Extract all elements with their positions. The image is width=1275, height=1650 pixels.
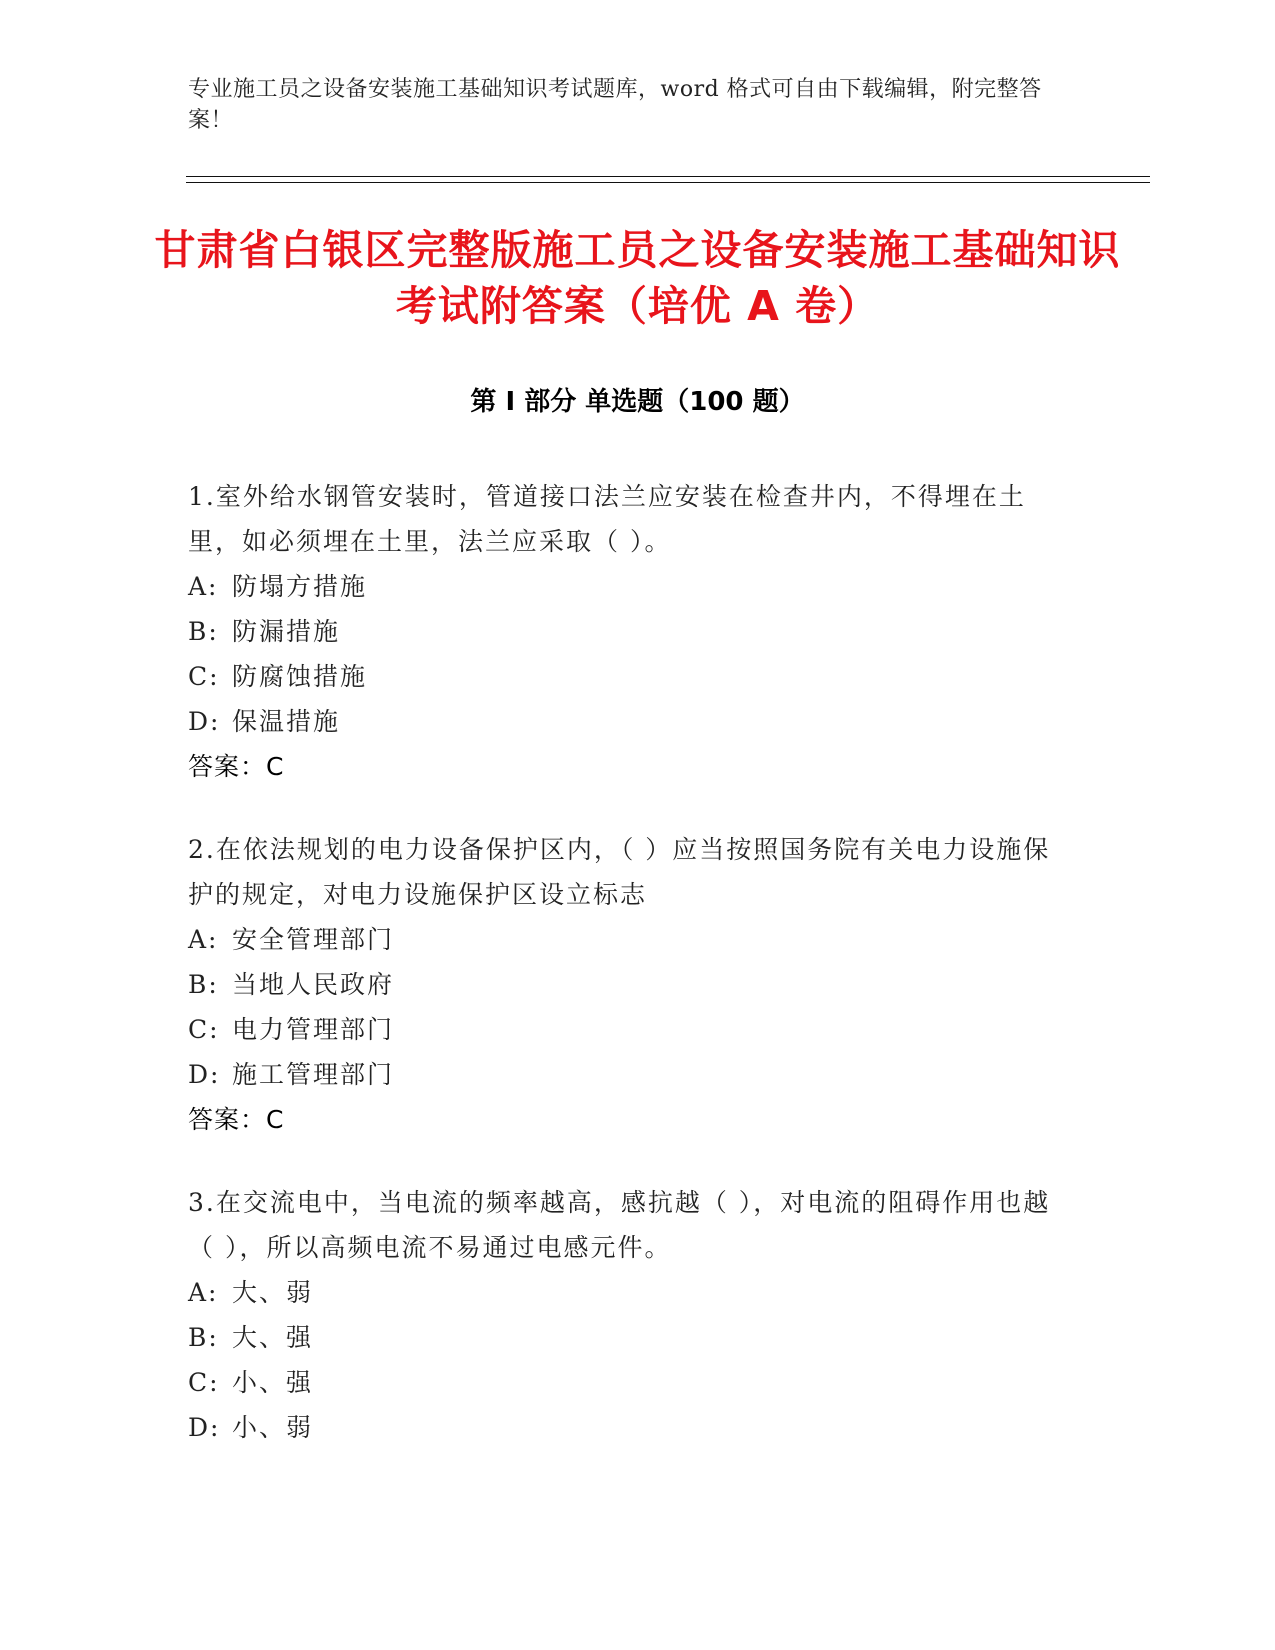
question-1-option-b xyxy=(188,609,1068,654)
option-text: 施工管理部门 xyxy=(232,1060,395,1089)
option-text: 大、强 xyxy=(232,1323,314,1352)
option-letter: B: xyxy=(188,1323,219,1352)
question-2-option-c xyxy=(188,1007,1068,1052)
question-3-option-b xyxy=(188,1315,1068,1360)
option-letter: B: xyxy=(188,617,219,646)
question-3-option-c xyxy=(188,1360,1068,1405)
option-text: 保温措施 xyxy=(232,707,341,736)
question-3 xyxy=(188,1180,1068,1450)
option-letter: A: xyxy=(188,925,219,954)
question-1-option-d xyxy=(188,699,1068,744)
option-letter: D: xyxy=(188,1060,221,1089)
option-text: 安全管理部门 xyxy=(232,925,395,954)
question-1 xyxy=(188,474,1068,789)
option-text: 当地人民政府 xyxy=(232,970,395,999)
option-text: 防腐蚀措施 xyxy=(232,662,368,691)
question-1-text: 1.室外给水钢管安装时，管道接口法兰应安装在检查井内，不得埋在土里，如必须埋在土里，法兰应采取（ ）。 xyxy=(188,482,1026,556)
question-2-text: 2.在依法规划的电力设备保护区内，（ ）应当按照国务院有关电力设施保护的规定，对电力设施保护区设立标志 xyxy=(188,835,1051,909)
option-text: 大、弱 xyxy=(232,1278,314,1307)
question-2-answer: 答案：C xyxy=(188,1105,285,1134)
option-letter: C: xyxy=(188,1368,220,1397)
header-note: 专业施工员之设备安装施工基础知识考试题库，word 格式可自由下载编辑，附完整答案！ xyxy=(188,77,1042,133)
option-text: 小、强 xyxy=(232,1368,314,1397)
question-2 xyxy=(188,827,1068,1142)
option-letter: A: xyxy=(188,572,219,601)
option-letter: D: xyxy=(188,707,221,736)
option-letter: C: xyxy=(188,662,220,691)
header-rule-top xyxy=(186,176,1150,177)
option-letter: A: xyxy=(188,1278,219,1307)
question-list xyxy=(188,474,1068,1488)
option-letter: D: xyxy=(188,1413,221,1442)
question-2-option-a xyxy=(188,917,1068,962)
document-title: 甘肃省白银区完整版施工员之设备安装施工基础知识考试附答案（培优 A 卷） xyxy=(154,226,1121,330)
question-1-option-a xyxy=(188,564,1068,609)
question-3-option-a xyxy=(188,1270,1068,1315)
question-2-option-d xyxy=(188,1052,1068,1097)
question-2-option-b xyxy=(188,962,1068,1007)
question-3-option-d xyxy=(188,1405,1068,1450)
option-text: 防漏措施 xyxy=(232,617,341,646)
question-1-answer: 答案：C xyxy=(188,752,285,781)
option-text: 电力管理部门 xyxy=(232,1015,395,1044)
section-title: 第 I 部分 单选题（100 题） xyxy=(470,387,805,417)
header-rule-bottom xyxy=(186,182,1150,183)
option-letter: B: xyxy=(188,970,219,999)
option-text: 防塌方措施 xyxy=(232,572,368,601)
question-1-option-c xyxy=(188,654,1068,699)
option-text: 小、弱 xyxy=(232,1413,314,1442)
option-letter: C: xyxy=(188,1015,220,1044)
question-3-text: 3.在交流电中，当电流的频率越高，感抗越（ ），对电流的阻碍作用也越（ ），所以高频电流不易通过电感元件。 xyxy=(188,1188,1051,1262)
